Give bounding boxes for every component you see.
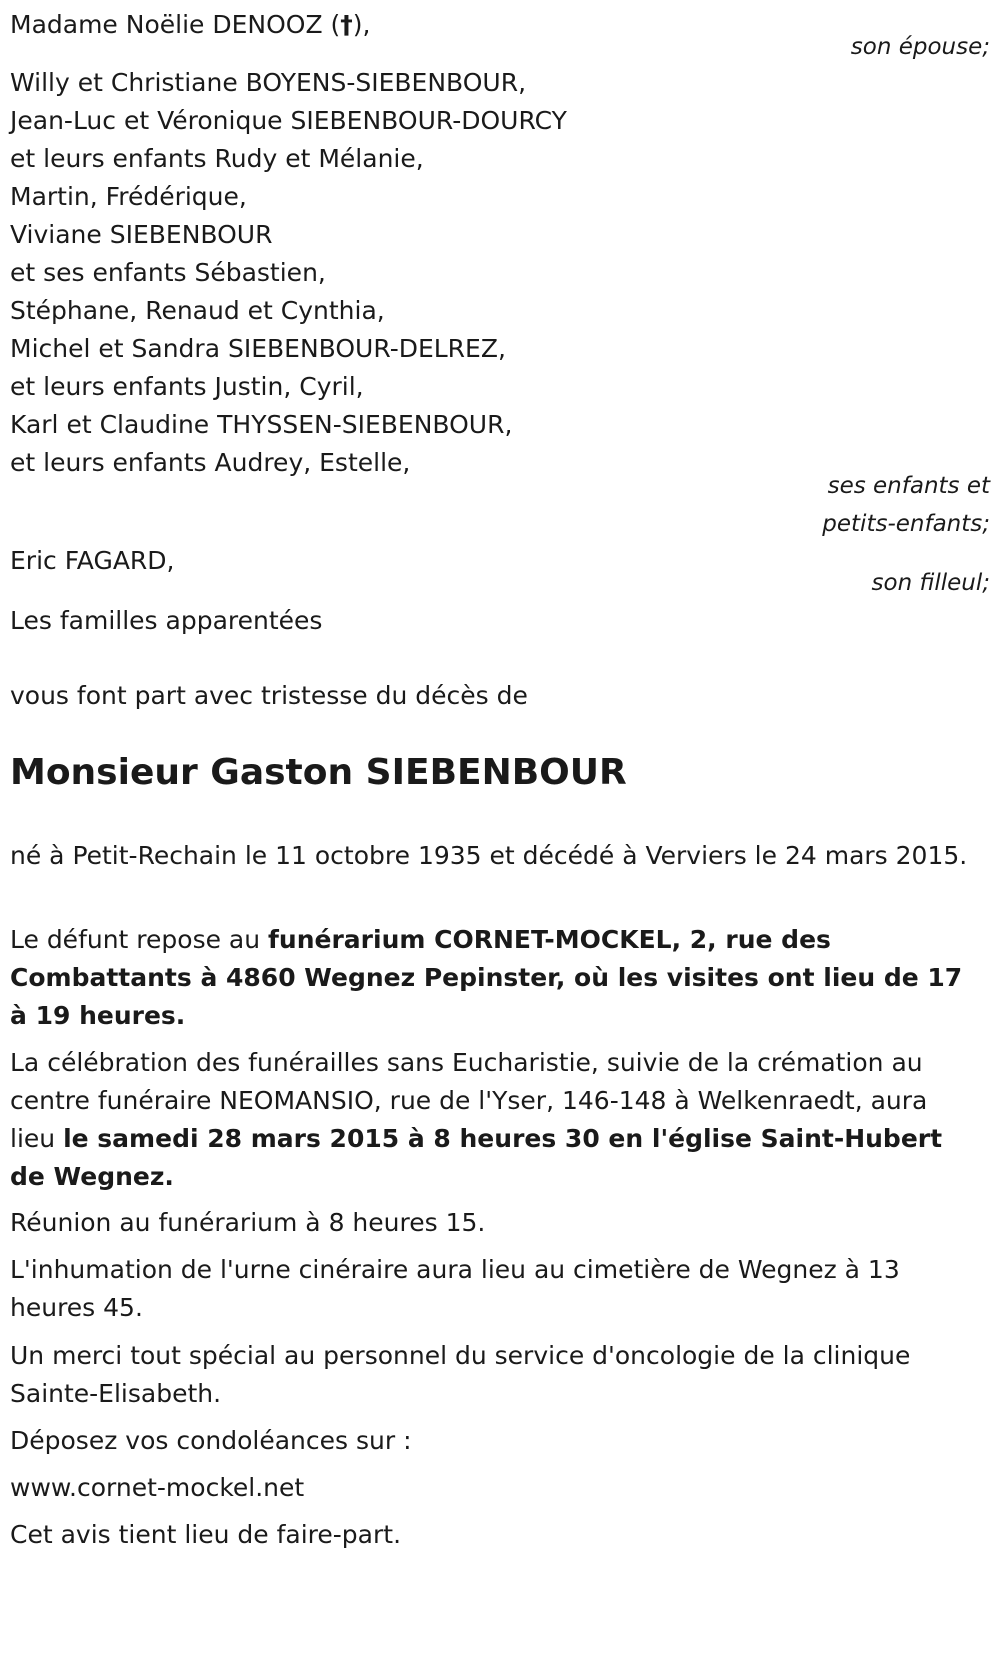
children-line: Willy et Christiane BOYENS-SIEBENBOUR, — [10, 68, 527, 97]
repose-location: funérarium CORNET-MOCKEL, 2, rue des Combattants à 4860 Wegnez Pepinster, où les visites ont lieu de 17 à 19 heures. — [10, 925, 963, 1030]
repose-intro: Le défunt repose au — [10, 925, 269, 954]
children-line: et leurs enfants Justin, Cyril, — [10, 372, 364, 401]
children-line: et leurs enfants Audrey, Estelle, — [10, 448, 411, 477]
children-line: Stéphane, Renaud et Cynthia, — [10, 296, 385, 325]
children-line: Jean-Luc et Véronique SIEBENBOUR-DOURCY — [10, 106, 567, 135]
godson-role: son filleul; — [871, 570, 990, 596]
closing-paragraph: Cet avis tient lieu de faire-part. — [10, 1520, 402, 1549]
cross-icon: † — [340, 10, 353, 39]
spouse-name-end: ), — [352, 10, 371, 39]
burial-paragraph: L'inhumation de l'urne cinéraire aura lieu au cimetière de Wegnez à 13 heures 45. — [10, 1255, 900, 1322]
children-role: petits-enfants; — [822, 511, 990, 537]
children-line: Martin, Frédérique, — [10, 182, 247, 211]
announcement-line: vous font part avec tristesse du décès de — [10, 681, 528, 710]
children-role: ses enfants et — [827, 473, 990, 499]
godson-name: Eric FAGARD, — [10, 546, 175, 575]
birth-death-paragraph: né à Petit-Rechain le 11 octobre 1935 et décédé à Verviers le 24 mars 2015. — [10, 841, 968, 870]
website-link[interactable]: www.cornet-mockel.net — [10, 1473, 305, 1502]
ceremony-date-location: le samedi 28 mars 2015 à 8 heures 30 en l'église Saint-Hubert de Wegnez. — [10, 1124, 943, 1191]
children-line: Viviane SIEBENBOUR — [10, 220, 273, 249]
children-line: et ses enfants Sébastien, — [10, 258, 326, 287]
deceased-name: Monsieur Gaston SIEBENBOUR — [10, 752, 627, 793]
spouse-line — [10, 6, 371, 44]
ceremony-intro: La célébration des funérailles sans Eucharistie, suivie de la crémation au centre funéraire NEOMANSIO, rue de l'Yser, 146-148 à Welkenraedt, aura lieu — [10, 1048, 928, 1153]
condolences-paragraph: Déposez vos condoléances sur : — [10, 1426, 412, 1455]
spouse-name: Madame Noëlie DENOOZ ( — [10, 10, 341, 39]
ceremony-paragraph — [10, 1044, 978, 1196]
children-line: Michel et Sandra SIEBENBOUR-DELREZ, — [10, 334, 506, 363]
children-line: et leurs enfants Rudy et Mélanie, — [10, 144, 424, 173]
obituary-notice — [10, 0, 990, 1654]
repose-paragraph — [10, 921, 978, 1035]
thanks-paragraph: Un merci tout spécial au personnel du service d'oncologie de la clinique Sainte-Elisabeth. — [10, 1341, 911, 1408]
spouse-role: son épouse; — [850, 34, 990, 60]
relatives-line: Les familles apparentées — [10, 606, 323, 635]
meeting-paragraph: Réunion au funérarium à 8 heures 15. — [10, 1208, 486, 1237]
children-line: Karl et Claudine THYSSEN-SIEBENBOUR, — [10, 410, 513, 439]
